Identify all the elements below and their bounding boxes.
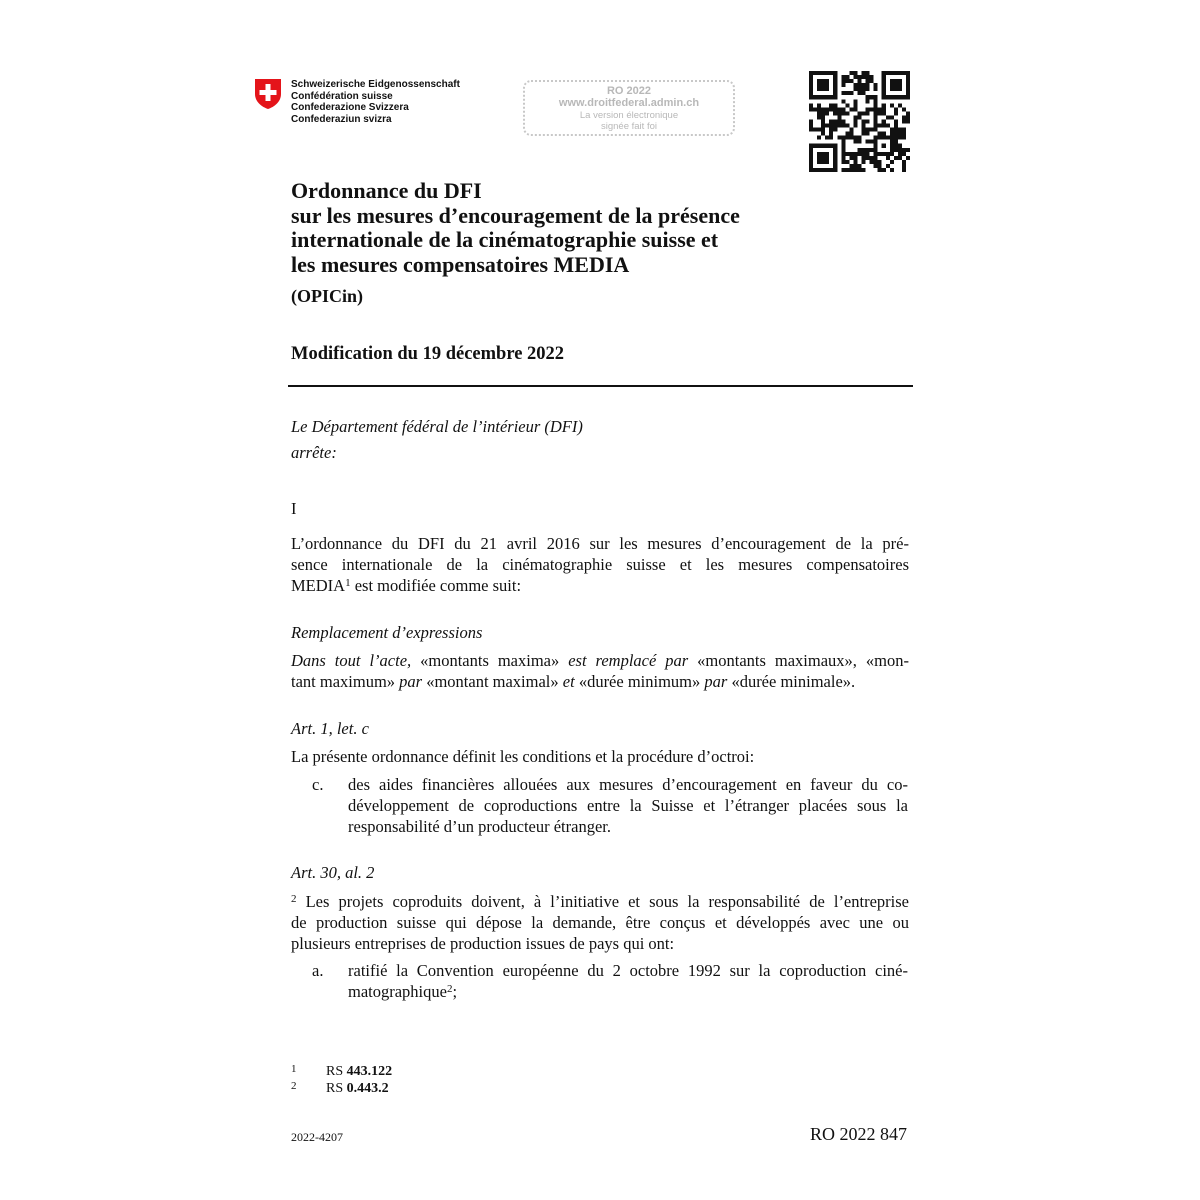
confederation-line-de: Schweizerische Eidgenossenschaft xyxy=(291,79,460,90)
preamble-decrees: arrête: xyxy=(291,443,337,462)
swiss-flag-icon xyxy=(254,78,282,110)
item-text xyxy=(348,960,930,1002)
item-letter: c. xyxy=(312,775,324,794)
art1-item-c xyxy=(312,774,910,840)
footnote-number: 2 xyxy=(291,1080,297,1092)
replacement-text: Dans tout l’acte, xyxy=(291,651,412,670)
document-title xyxy=(291,179,740,277)
replacement-text: est remplacé par xyxy=(568,651,689,670)
footnote-ref: 0.443.2 xyxy=(346,1081,389,1096)
intro-paragraph xyxy=(291,533,909,596)
replacement-text: «durée minimale». xyxy=(727,672,856,691)
footnote-text xyxy=(326,1081,389,1097)
art30-item-a xyxy=(312,960,910,1004)
footnote-ref-1[interactable]: 1 xyxy=(345,577,351,589)
intro-line: sence internationale de la cinématographie suisse et les mesures compensatoires xyxy=(291,555,909,574)
item-line: ratifié la Convention européenne du 2 octobre 1992 sur la coproduction ciné- xyxy=(348,961,908,980)
qr-code-icon xyxy=(809,71,910,172)
title-line: sur les mesures d’encouragement de la présence xyxy=(291,202,740,228)
replacement-text: par xyxy=(399,672,423,691)
footnote-ref: 443.122 xyxy=(346,1064,393,1079)
title-divider xyxy=(288,385,913,387)
art30-heading: Art. 30, al. 2 xyxy=(291,863,375,882)
item-text: matographique xyxy=(348,982,447,1001)
art1-text: La présente ordonnance définit les conditions et la procédure d’octroi: xyxy=(291,747,755,766)
replacement-line xyxy=(291,650,909,671)
item-line: développement de coproductions entre la Suisse et l’étranger placées sous la xyxy=(348,796,908,815)
intro-text: est modifiée comme suit: xyxy=(350,576,522,595)
replacement-line xyxy=(291,671,909,692)
confederation-line-fr: Confédération suisse xyxy=(291,90,393,102)
stamp-note-1: La version électronique xyxy=(579,110,679,121)
footnote-prefix: RS xyxy=(326,1081,347,1096)
footnote-ref-2[interactable]: 2 xyxy=(446,983,453,995)
art30-paragraph xyxy=(291,891,909,954)
art30-line: plusieurs entreprises de production issues de pays qui ont: xyxy=(291,934,675,953)
replacement-paragraph xyxy=(291,650,909,692)
art30-line xyxy=(291,891,909,912)
paragraph-number: 2 xyxy=(291,893,297,905)
art30-text: Les projets coproduits doivent, à l’initiative et sous la responsabilité de l’entreprise xyxy=(296,892,909,911)
ro-reference: RO 2022 847 xyxy=(810,1124,908,1144)
replacement-text: et xyxy=(562,672,575,691)
footnote-text xyxy=(326,1064,392,1080)
footnote xyxy=(291,1081,591,1097)
art1-heading: Art. 1, let. c xyxy=(291,719,369,738)
replacement-text: «durée minimum» xyxy=(574,672,705,691)
item-text: ; xyxy=(452,982,458,1001)
replacement-text: «montants maxima» xyxy=(411,651,569,670)
art30-line: de production suisse qui dépose la demande, être conçus et développés avec une ou xyxy=(291,913,909,932)
footnote xyxy=(291,1064,591,1080)
confederation-line-rm: Confederaziun svizra xyxy=(291,113,392,125)
replacement-text: «montants maximaux», «mon- xyxy=(688,651,909,670)
intro-text: MEDIA xyxy=(291,576,346,595)
title-line: internationale de la cinématographie suisse et xyxy=(291,227,719,252)
item-letter: a. xyxy=(312,961,324,980)
intro-line xyxy=(291,575,909,596)
title-line: Ordonnance du DFI xyxy=(291,178,482,203)
footnote-number: 1 xyxy=(291,1063,297,1075)
stamp-ro: RO 2022 xyxy=(606,85,652,97)
replacement-text: par xyxy=(704,672,728,691)
title-abbreviation: (OPICin) xyxy=(291,286,363,306)
electronic-version-stamp xyxy=(523,80,735,136)
replacement-text: «montant maximal» xyxy=(422,672,563,691)
stamp-note-2: signée fait foi xyxy=(601,121,657,132)
item-line: des aides financières allouées aux mesures d’encouragement en faveur du co- xyxy=(348,775,908,794)
footnote-prefix: RS xyxy=(326,1064,347,1079)
title-line: les mesures compensatoires MEDIA xyxy=(291,251,630,277)
section-number: I xyxy=(291,499,297,518)
item-text xyxy=(348,774,930,837)
item-line: responsabilité d’un producteur étranger. xyxy=(348,817,611,836)
confederation-name xyxy=(291,79,460,125)
confederation-line-it: Confederazione Svizzera xyxy=(291,102,409,113)
replacement-heading: Remplacement d’expressions xyxy=(291,623,483,642)
document-id: 2022-4207 xyxy=(291,1130,343,1144)
item-line xyxy=(348,981,930,1002)
preamble-authority: Le Département fédéral de l’intérieur (DFI) xyxy=(291,417,583,436)
replacement-text: tant maximum» xyxy=(291,672,400,691)
intro-line: L’ordonnance du DFI du 21 avril 2016 sur les mesures d’encouragement de la pré- xyxy=(291,534,909,553)
stamp-url: www.droitfederal.admin.ch xyxy=(558,97,700,109)
modification-date: Modification du 19 décembre 2022 xyxy=(291,344,565,364)
